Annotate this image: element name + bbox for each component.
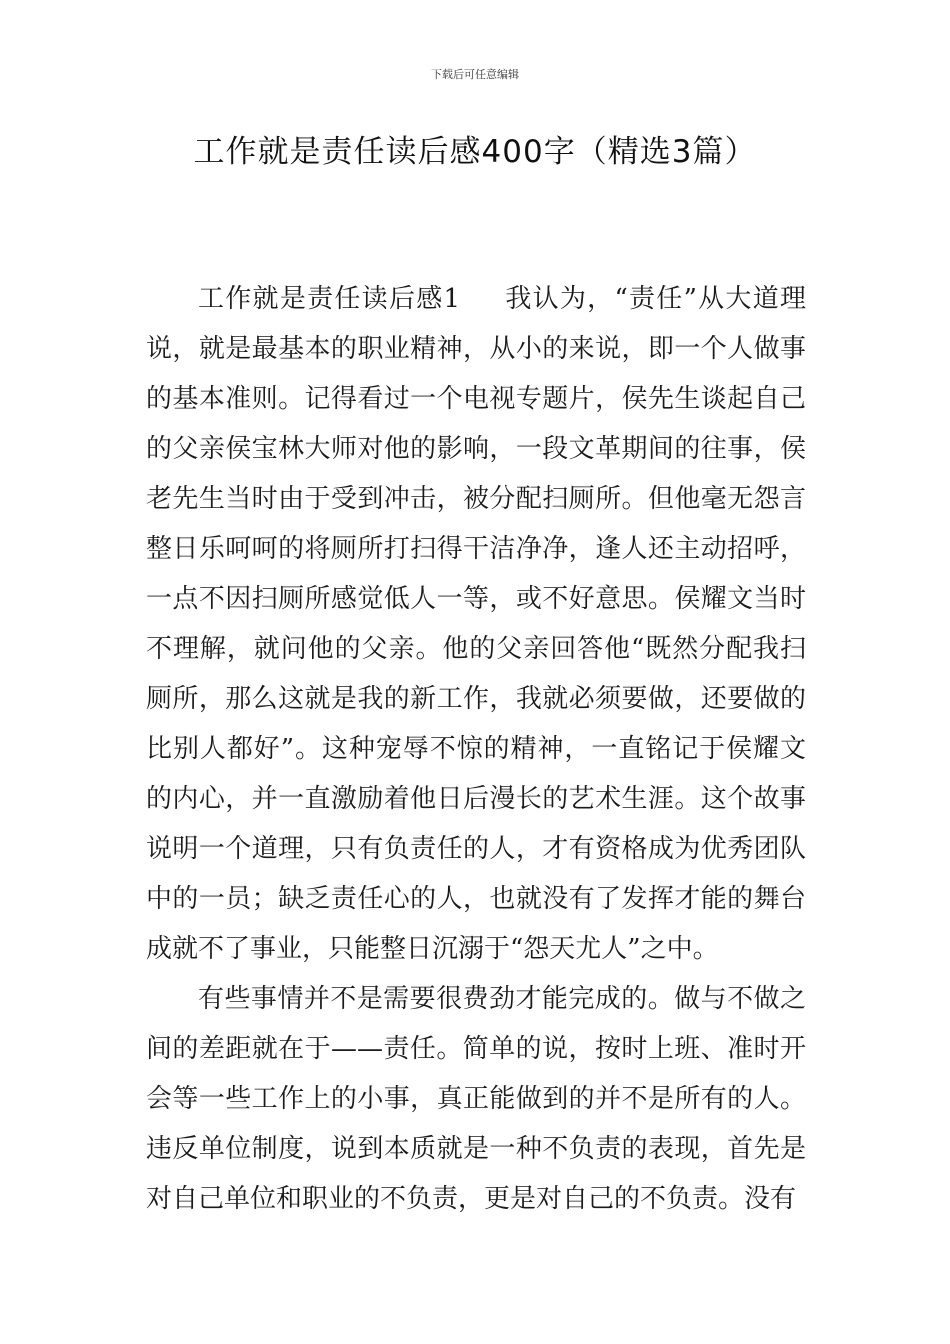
section-heading: 工作就是责任读后感1 (198, 284, 461, 314)
document-body (146, 274, 806, 1224)
paragraph-1-text: 我认为，“责任”从大道理说，就是最基本的职业精神，从小的来说，即一个人做事的基本准则。记得看过一个电视专题片，侯先生谈起自己的父亲侯宝林大师对他的影响，一段文革期间的往事，侯老先生当时由于受到冲击，被分配扫厕所。但他毫无怨言整日乐呵呵的将厕所打扫得干洁净净，逢人还主动招呼，一点不因扫厕所感觉低人一等，或不好意思。侯耀文当时不理解，就问他的父亲。他的父亲回答他“既然分配我扫厕所，那么这就是我的新工作，我就必须要做，还要做的比别人都好”。这种宠辱不惊的精神，一直铭记于侯耀文的内心，并一直激励着他日后漫长的艺术生涯。这个故事说明一个道理，只有负责任的人，才有资格成为优秀团队中的一员；缺乏责任心的人，也就没有了发挥才能的舞台成就不了事业，只能整日沉溺于“怨天尤人”之中。 (146, 284, 806, 964)
header-note: 下载后可任意编辑 (431, 68, 519, 81)
paragraph-2-text: 有些事情并不是需要很费劲才能完成的。做与不做之间的差距就在于——责任。简单的说，按时上班、准时开会等一些工作上的小事，真正能做到的并不是所有的人。违反单位制度，说到本质就是一种不负责的表现，首先是对自己单位和职业的不负责，更是对自己的不负责。没有 (146, 984, 806, 1214)
paragraph-2 (146, 974, 806, 1224)
paragraph-1 (146, 274, 806, 974)
document-title: 工作就是责任读后感400字（精选3篇） (193, 134, 757, 170)
